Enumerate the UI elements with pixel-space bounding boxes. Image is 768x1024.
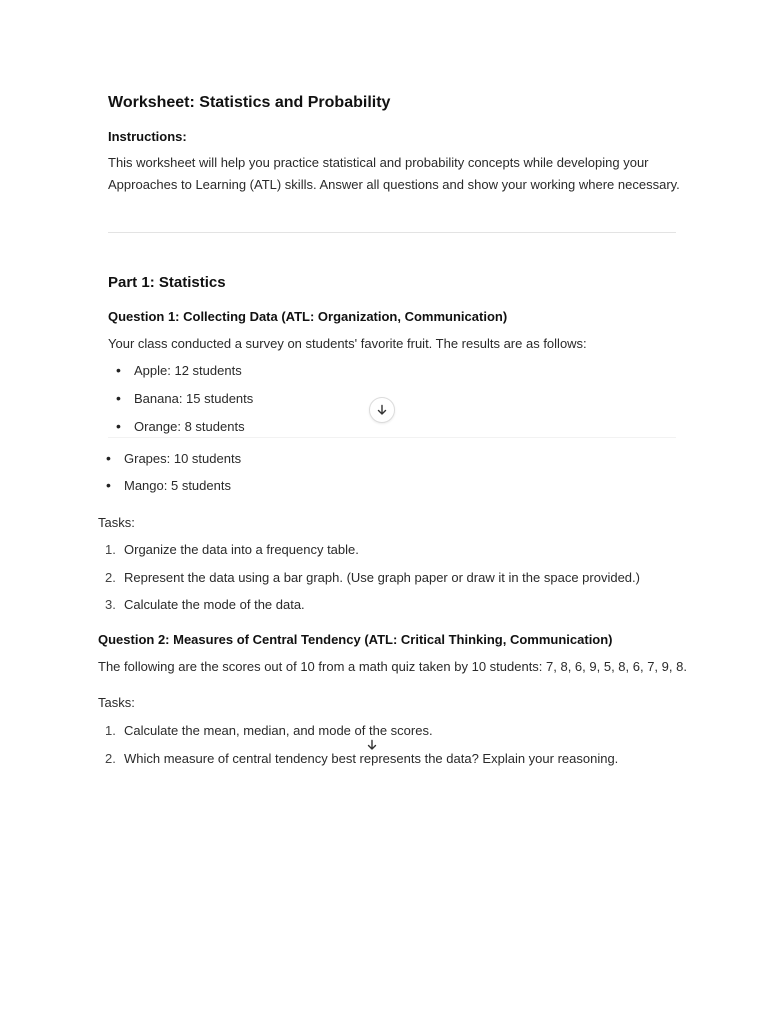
part1-heading: Part 1: Statistics (108, 274, 226, 291)
list-item: 3. Calculate the mode of the data. (105, 597, 305, 612)
instructions-heading: Instructions: (108, 129, 187, 144)
arrow-down-icon (366, 739, 378, 751)
list-item: • Grapes: 10 students (124, 451, 241, 466)
page-seam (108, 437, 676, 438)
section-divider (108, 232, 676, 233)
scroll-down-button[interactable] (369, 397, 395, 423)
q1-heading: Question 1: Collecting Data (ATL: Organization, Communication) (108, 309, 508, 324)
list-item: 2. Represent the data using a bar graph. (Use graph paper or draw it in the space provided.) (105, 570, 640, 585)
q2-heading: Question 2: Measures of Central Tendency (ATL: Critical Thinking, Communication) (98, 632, 613, 647)
q1-intro: Your class conducted a survey on students' favorite fruit. The results are as follows: (108, 336, 587, 351)
list-item: • Banana: 15 students (134, 391, 253, 406)
list-item: • Mango: 5 students (124, 478, 231, 493)
q1-tasks-label: Tasks: (98, 515, 135, 530)
list-item: 1. Organize the data into a frequency table. (105, 542, 359, 557)
list-item: 2. Which measure of central tendency best represents the data? Explain your reasoning. (105, 751, 619, 766)
list-item: 1. Calculate the mean, median, and mode of the scores. (105, 723, 433, 738)
q2-tasks-label: Tasks: (98, 695, 135, 710)
q2-intro: The following are the scores out of 10 from a math quiz taken by 10 students: 7, 8, 6, 9, 5, 8, 6, 7, 9, 8. (98, 659, 687, 674)
list-item: • Apple: 12 students (134, 363, 242, 378)
instructions-line-2: Approaches to Learning (ATL) skills. Answer all questions and show your working where necessary. (108, 177, 680, 192)
arrow-down-icon (376, 404, 388, 416)
page-title: Worksheet: Statistics and Probability (108, 94, 391, 111)
instructions-line-1: This worksheet will help you practice statistical and probability concepts while developing your (108, 155, 649, 170)
list-item: • Orange: 8 students (134, 419, 245, 434)
scroll-down-button[interactable] (364, 737, 380, 753)
